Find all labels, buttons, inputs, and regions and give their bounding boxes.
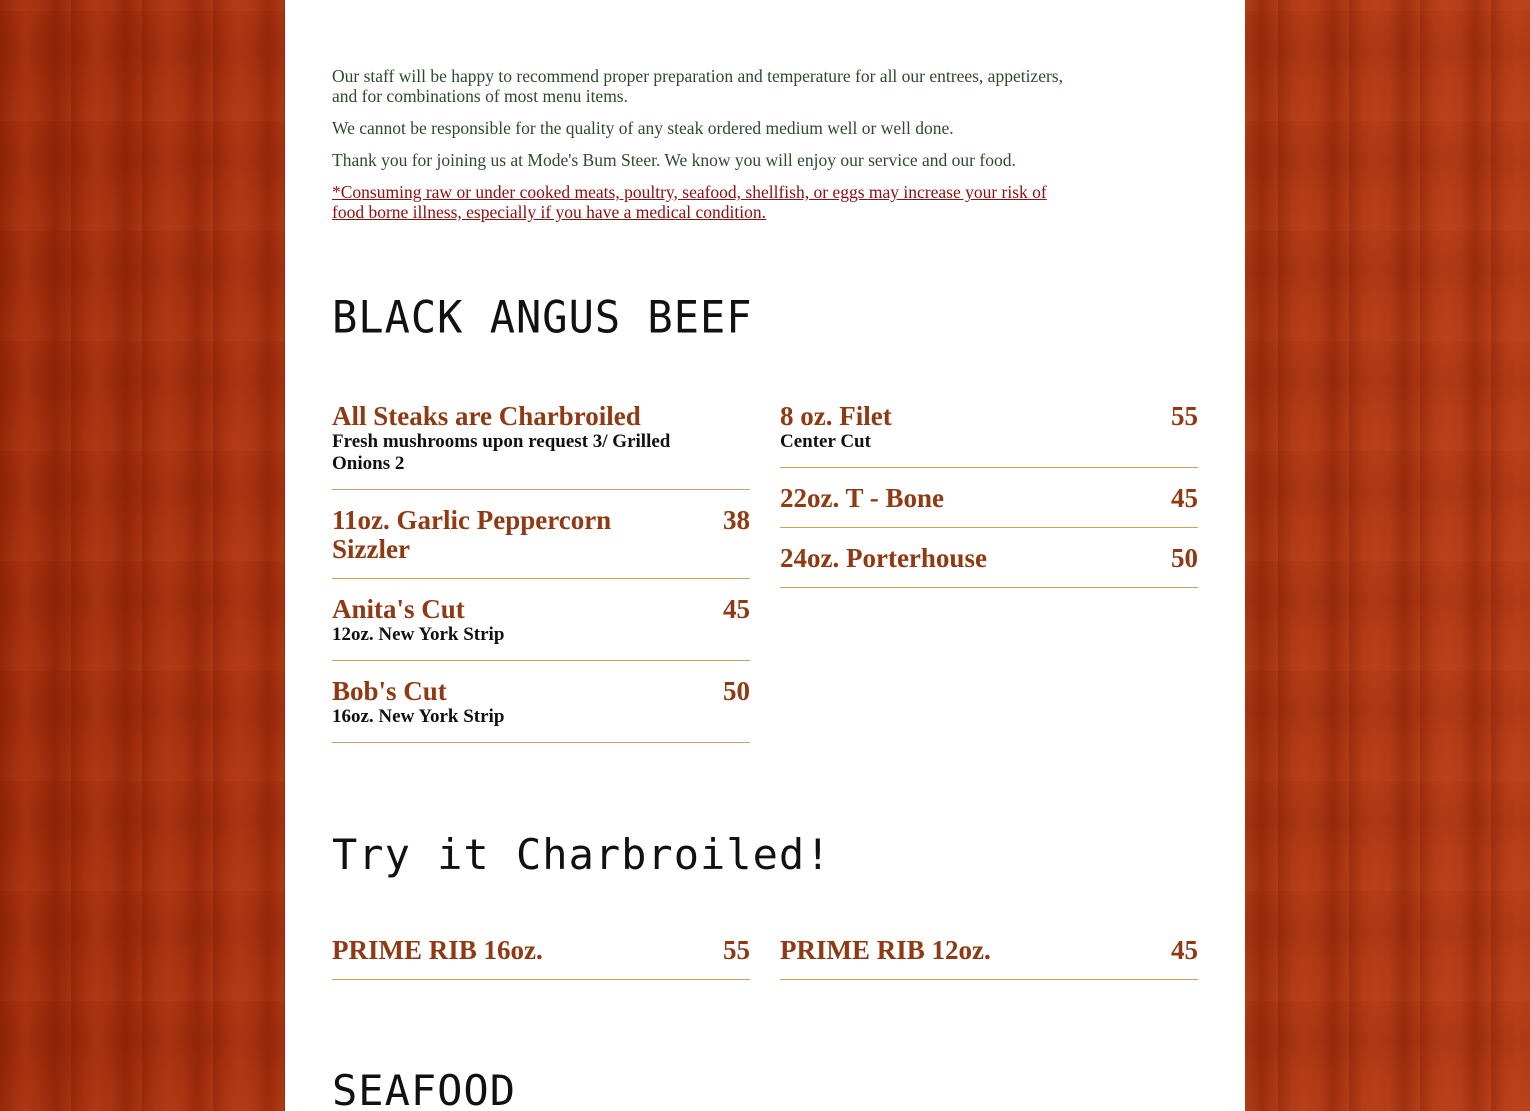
item-price: 50 <box>1171 543 1198 573</box>
item-description: Center Cut <box>780 431 871 452</box>
charbroiled-right-column <box>780 936 1198 996</box>
menu-item <box>332 402 750 490</box>
menu-item <box>780 544 1198 588</box>
item-description: 12oz. New York Strip <box>332 624 505 645</box>
note-well-done: We cannot be responsible for the quality of any steak ordered medium well or well done. <box>332 118 954 138</box>
menu-notes <box>332 66 1067 234</box>
item-price: 45 <box>1171 935 1198 965</box>
menu-item <box>780 484 1198 528</box>
item-description: 16oz. New York Strip <box>332 706 505 727</box>
item-price: 45 <box>1171 483 1198 513</box>
beef-right-column <box>780 402 1198 604</box>
section-title-black-angus-beef: BLACK ANGUS BEEF <box>332 291 753 344</box>
item-price: 55 <box>723 935 750 965</box>
charbroiled-left-column <box>332 936 750 996</box>
item-price: 50 <box>723 676 750 706</box>
item-name: All Steaks are Charbroiled <box>332 401 641 431</box>
item-name: 8 oz. Filet <box>780 401 892 431</box>
health-warning-link[interactable]: *Consuming raw or under cooked meats, poultry, seafood, shellfish, or eggs may increase your risk of food borne illness, especially if you have a medical condition. <box>332 182 1047 222</box>
menu-item <box>332 677 750 743</box>
item-name: Anita's Cut <box>332 594 465 624</box>
section-title-try-it-charbroiled: Try it Charbroiled! <box>332 830 832 879</box>
item-name: 11oz. Garlic Peppercorn Sizzler <box>332 505 612 564</box>
section-title-seafood: SEAFOOD <box>332 1066 517 1111</box>
note-recommend: Our staff will be happy to recommend proper preparation and temperature for all our entrees, appetizers, and for combinations of most menu items. <box>332 66 1063 106</box>
menu-item <box>332 595 750 661</box>
item-name: 22oz. T - Bone <box>780 483 945 513</box>
menu-item <box>780 402 1198 468</box>
menu-page <box>285 0 1245 1111</box>
item-name: 24oz. Porterhouse <box>780 543 987 573</box>
menu-item <box>332 506 750 579</box>
item-name: Bob's Cut <box>332 676 447 706</box>
item-price: 55 <box>1171 401 1198 431</box>
item-price: 38 <box>723 505 750 535</box>
menu-item <box>780 936 1198 980</box>
item-name: PRIME RIB 16oz. <box>332 935 543 965</box>
menu-item <box>332 936 750 980</box>
item-description: Fresh mushrooms upon request 3/ Grilled Onions 2 <box>332 431 671 474</box>
beef-left-column <box>332 402 750 759</box>
note-thank-you: Thank you for joining us at Mode's Bum Steer. We know you will enjoy our service and our food. <box>332 150 1016 170</box>
item-price: 45 <box>723 594 750 624</box>
item-name: PRIME RIB 12oz. <box>780 935 991 965</box>
